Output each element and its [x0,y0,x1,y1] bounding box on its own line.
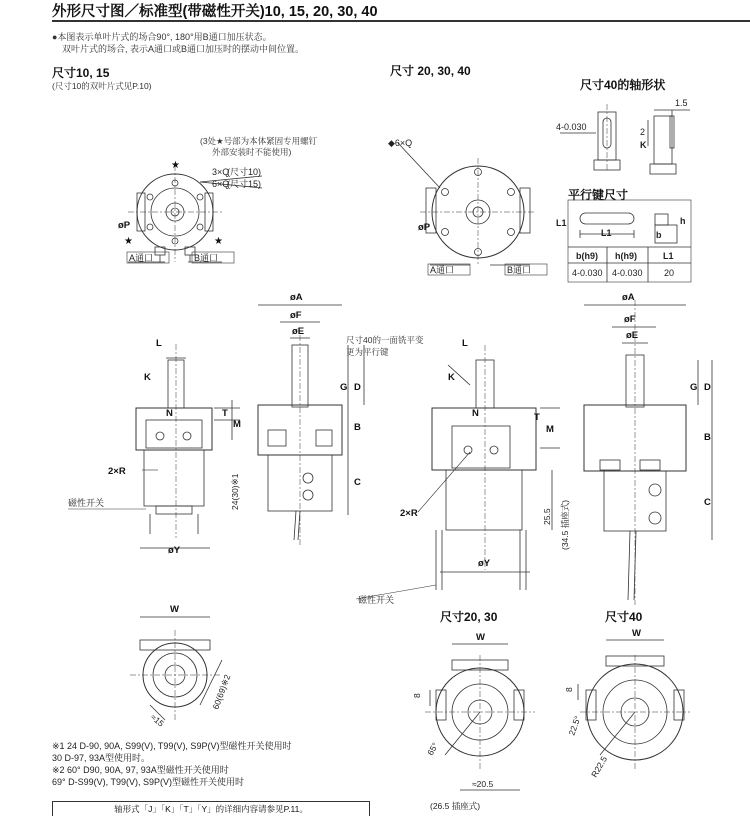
port-b-20: B通口 [507,265,532,275]
footnote-3: ※2 60° D90, 90A, 97, 93A型磁性开关使用时 [52,765,229,775]
magnetic-switch-1: 磁性开关 [68,498,105,508]
dim-p-10: øP [118,220,131,231]
front-view-20-40 [398,143,536,265]
dim-h: h [680,216,686,226]
dim-n-20: N [472,408,479,419]
key-val-h: 4-0.030 [612,268,643,278]
star-note-2: 外部安装时不能使用) [212,147,292,157]
dim-k-10: K [144,372,151,383]
dim-g-10: G [340,382,348,393]
dim-m-20: M [546,424,554,435]
dim-m-10: M [233,419,241,430]
shaft40-note-1: 尺寸40的一面铣平变 [346,335,424,345]
dim-f-20: øF [624,314,636,325]
side-view-10-15-a [136,344,240,548]
key-val-b: 4-0.030 [572,268,603,278]
dim-a-10: øA [290,292,303,303]
size-10-note: (尺寸10的双叶片式见P.10) [52,81,152,91]
dim-t-20: T [534,412,540,423]
dim-b-20: B [704,432,711,443]
page-title: 外形尺寸图／标准型(带磁性开关)10, 15, 20, 30, 40 [52,4,378,20]
label-key-size: 平行键尺寸 [568,188,629,202]
dim-b-small: b [656,230,662,240]
label-size-20-30-40: 尺寸 20, 30, 40 [390,64,471,78]
key-val-l1: 20 [664,268,675,278]
q-label2: 6×Q [212,179,230,189]
dim-d-10: D [354,382,361,393]
shaft-40-detail [560,104,690,174]
star-note-1: (3处★号部为本体紧固专用螺钉 [200,136,318,146]
dim-b-10: B [354,422,361,433]
dim-2: 2 [640,127,646,137]
star-mark-2: ★ [124,236,133,247]
dim-y-10: øY [168,545,181,556]
port-a-10: A通口 [129,253,154,263]
star-mark-1: ★ [171,160,180,171]
dim-r-20: 2×R [400,508,418,519]
q-size10: (尺寸10) [227,167,262,177]
dim-65: 65° [425,740,441,757]
dim-255: 25.5 [542,508,552,525]
footnote-2: 30 D-97, 93A型使用时。 [52,753,151,763]
dim-w-20: W [476,632,485,643]
side-view-10-15-b [258,305,364,545]
magnetic-switch-2: 磁性开关 [358,595,395,605]
footer-box: 轴形式「J」「K」「T」「Y」的详细内容请参见P.11。 [52,801,370,816]
dim-e-10: øE [292,326,305,337]
dim-l1-detail: L1 [556,218,567,228]
dim-g-20: G [690,382,698,393]
label-size-10-15: 尺寸10, 15 [52,66,110,80]
dim-1-5: 1.5 [675,98,688,108]
dim-265: (26.5 插座式) [430,801,481,811]
dim-k-shaft: K [640,140,647,150]
dim-r225: R22.5 [589,754,610,779]
label-size-40: 尺寸40 [605,610,643,624]
port-b-10: B通口 [194,253,219,263]
dim-l-10: L [156,338,162,349]
star-mark-3: ★ [214,236,223,247]
dim-w-10: W [170,604,179,615]
key-header-b: b(h9) [576,251,598,261]
key-header-l1: L1 [663,251,674,261]
footnote-4: 69° D-S99(V), T99(V), S9P(V)型磁性开关使用时 [52,777,244,787]
dim-k-20: K [448,372,455,383]
dim-a-20: øA [622,292,635,303]
q-size15: (尺寸15) [227,179,262,189]
dim-345: (34.5 插座式) [560,499,570,550]
side-view-20-40-b [584,300,712,605]
q-label: 3×Q [212,167,230,177]
shaft40-note-2: 更为平行键 [346,347,389,357]
rear-view-20-30 [425,644,535,790]
dim-205: ≈20.5 [472,779,494,789]
rear-view-10-15 [130,617,222,720]
dim-l1: L1 [601,228,612,238]
note-line-2: 双叶片式的场合, 表示A通口或B通口加压时的摆动中间位置。 [62,44,305,54]
dim-t-10: T [222,408,228,419]
dim-w-40: W [632,628,641,639]
dim-p-20: øP [418,222,431,233]
dim-n-10: N [166,408,173,419]
dim-e-20: øE [626,330,639,341]
dim-24: 24(30)※1 [230,473,240,510]
dim-l-20: L [462,338,468,349]
note-line-1: ●本图表示单叶片式的场合90°, 180°用B通口加压状态。 [52,32,272,42]
dim-15: ≈15 [148,711,166,729]
shaft-tol: 4-0.030 [556,122,587,132]
rear-view-40 [578,640,690,770]
q6-label: ◆6×Q [388,138,413,148]
dim-r-10: 2×R [108,466,126,477]
dim-c-10: C [354,477,361,488]
dim-225: 22.5° [566,714,583,737]
label-shaft-40: 尺寸40的轴形状 [580,78,666,92]
dim-y-20: øY [478,558,491,569]
port-a-20: A通口 [430,265,455,275]
dim-c-20: C [704,497,711,508]
dim-f-10: øF [290,310,302,321]
label-size-20-30: 尺寸20, 30 [440,610,498,624]
key-header-h: h(h9) [615,251,637,261]
dim-60: 60(69)※2 [210,673,233,711]
footnote-1: ※1 24 D-90, 90A, S99(V), T99(V), S9P(V)型磁性开关使用时 [52,741,292,751]
dim-d-20: D [704,382,711,393]
dim-8a: 8 [412,693,422,698]
dim-8b: 8 [564,687,574,692]
